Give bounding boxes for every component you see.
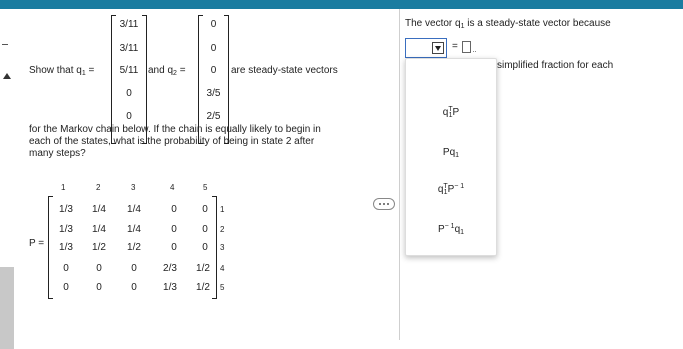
option-sub: 1 <box>455 152 460 159</box>
row-label: 1 <box>220 205 225 214</box>
q2-entry: 3/5 <box>206 88 221 99</box>
prompt-rest-text: is a steady-state vector because <box>467 18 611 29</box>
option-main: Pq <box>442 147 456 158</box>
q1-entry: 5/11 <box>119 65 139 76</box>
matrix-cell: 0 <box>202 224 208 235</box>
col-header: 3 <box>131 183 136 192</box>
option-tail-sup: − 1 <box>454 183 465 190</box>
option-tail: P <box>452 107 460 118</box>
matrix-cell: 0 <box>96 263 102 274</box>
matrix-cell: 1/2 <box>127 242 141 253</box>
question-line: for the Markov chain below. If the chain is equally likely to begin in <box>29 124 321 135</box>
matrix-cell: 1/4 <box>92 224 106 235</box>
matrix-cell: 1/4 <box>92 204 106 215</box>
q2-entry: 0 <box>210 19 217 30</box>
matrix-cell: 1/3 <box>59 242 73 253</box>
row-label: 4 <box>220 264 225 273</box>
matrix-cell: 0 <box>131 263 137 274</box>
answer-equals: = <box>452 41 458 52</box>
option-tail-sub: 1 <box>460 229 465 236</box>
left-scrollbar[interactable] <box>0 267 14 349</box>
row-label: 3 <box>220 243 225 252</box>
option-sub: 1 <box>443 189 448 196</box>
q1-subscript: 1 <box>81 70 86 77</box>
matrix-cell: 0 <box>63 263 69 274</box>
matrix-cell: 1/3 <box>59 224 73 235</box>
answer-input[interactable] <box>462 41 471 53</box>
and-label: and q <box>148 65 174 76</box>
col-header: 1 <box>61 183 66 192</box>
matrix-cell: 2/3 <box>163 263 177 274</box>
option-sup: − 1 <box>444 223 455 230</box>
prompt-subscript: 1 <box>460 23 465 30</box>
matrix-cell: 1/4 <box>127 204 141 215</box>
matrix-cell: 1/4 <box>127 224 141 235</box>
matrix-cell: 1/2 <box>196 282 210 293</box>
expand-triangle-icon[interactable] <box>3 73 11 79</box>
matrix-cell: 1/3 <box>163 282 177 293</box>
minus-icon[interactable] <box>2 44 8 45</box>
q1-entry: 0 <box>126 111 132 122</box>
matrix-cell: 0 <box>131 282 137 293</box>
show-that-text <box>29 65 94 77</box>
and-q2-text <box>148 65 186 77</box>
left-sidebar <box>0 9 14 340</box>
q2-subscript: 2 <box>173 70 177 77</box>
matrix-cell: 0 <box>96 282 102 293</box>
question-line: many steps? <box>29 148 86 159</box>
menu-option-Pq[interactable] <box>406 147 496 159</box>
q1-entry: 3/11 <box>119 19 139 30</box>
col-header: 4 <box>170 183 175 192</box>
hint-text: simplified fraction for each <box>497 60 614 71</box>
prompt-text: The vector q <box>405 18 461 29</box>
expression-dropdown[interactable] <box>405 38 447 58</box>
show-that-label: Show that q <box>29 65 82 76</box>
q1-entry: 3/11 <box>119 43 139 54</box>
matrix-cell: 0 <box>171 242 177 253</box>
matrix-cell: 0 <box>202 204 208 215</box>
answer-prompt <box>405 18 611 30</box>
matrix-cell: 1/3 <box>59 204 73 215</box>
q2-entry: 0 <box>210 65 217 76</box>
equals-sign: = <box>88 65 95 76</box>
top-bar <box>0 0 683 9</box>
matrix-label: P = <box>29 238 45 249</box>
matrix-cell: 1/2 <box>196 263 210 274</box>
option-sup: T <box>443 183 448 190</box>
q2-entry: 0 <box>210 43 217 54</box>
option-main: q <box>442 107 449 118</box>
menu-option-qT-P[interactable] <box>406 106 496 119</box>
matrix-cell: 0 <box>202 242 208 253</box>
matrix-cell: 0 <box>63 282 69 293</box>
q1-entry: 0 <box>126 88 132 99</box>
option-sub: 1 <box>448 112 453 119</box>
option-main: P <box>437 224 445 235</box>
panel-splitter-handle[interactable] <box>373 198 395 210</box>
fraction-placeholder <box>473 50 476 52</box>
matrix-cell: 0 <box>171 204 177 215</box>
steady-state-text: are steady-state vectors <box>231 65 338 76</box>
question-text <box>29 124 321 160</box>
option-tail: P <box>447 184 455 195</box>
matrix-cell: 0 <box>171 224 177 235</box>
panel-divider <box>399 9 400 340</box>
col-header: 2 <box>96 183 101 192</box>
matrix-cell: 1/2 <box>92 242 106 253</box>
dropdown-menu <box>405 58 497 256</box>
row-label: 5 <box>220 283 225 292</box>
question-line: each of the states, what is the probability of being in state 2 after <box>29 136 315 147</box>
menu-option-Pinv-q[interactable] <box>406 223 496 236</box>
col-header: 5 <box>203 183 208 192</box>
menu-option-qT-Pinv[interactable] <box>406 183 496 196</box>
q2-entry: 2/5 <box>206 111 221 122</box>
option-tail: q <box>454 224 461 235</box>
chevron-down-icon[interactable] <box>432 42 444 54</box>
option-sup: T <box>448 106 453 113</box>
row-label: 2 <box>220 225 225 234</box>
option-main: q <box>437 184 444 195</box>
equals-sign: = <box>179 65 186 76</box>
